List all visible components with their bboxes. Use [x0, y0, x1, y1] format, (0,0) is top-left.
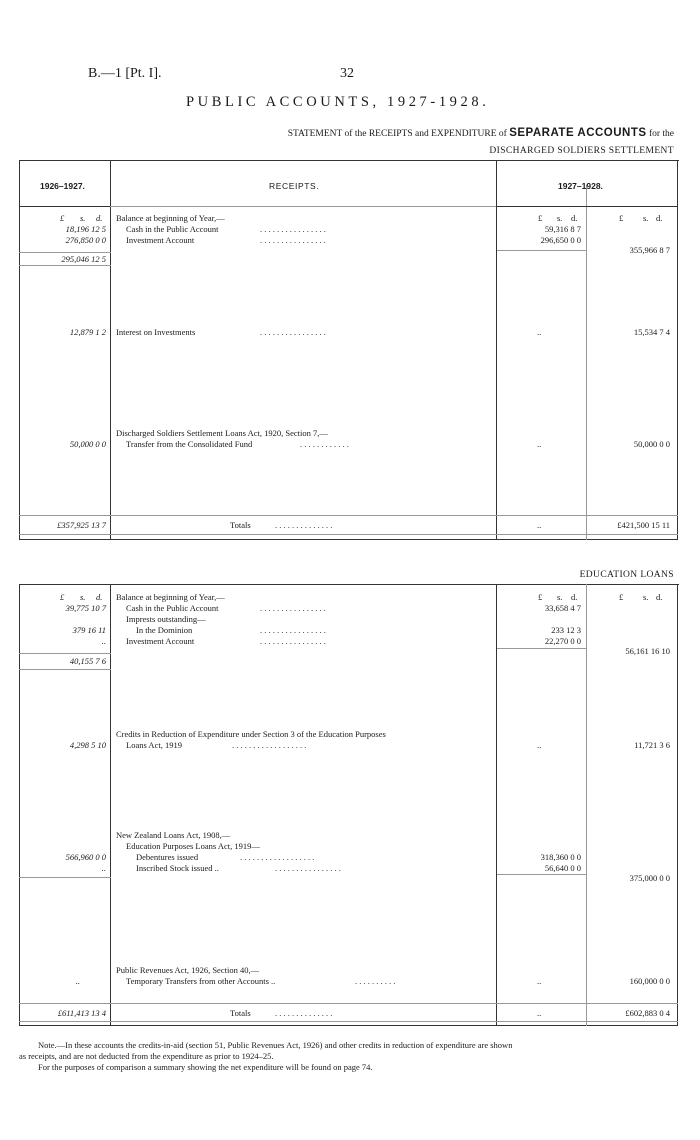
credits-act-label: Loans Act, 1919: [126, 740, 182, 750]
unit-shilling: s.: [643, 592, 649, 602]
leader-dots: . . . . . . . . . . . . . . . .: [275, 863, 341, 873]
empty-marker: ..: [537, 520, 542, 530]
totals-label: Totals: [230, 520, 251, 530]
empty-marker: ..: [537, 327, 542, 337]
note-line-3: For the purposes of comparison a summary showing the net expenditure will be found on page 74.: [38, 1062, 373, 1072]
statement-prefix: STATEMENT of the RECEIPTS and EXPENDITURE of: [287, 129, 507, 139]
act-heading: Discharged Soldiers Settlement Loans Act, 1920, Section 7,—: [116, 428, 328, 438]
unit-pound: £: [538, 213, 543, 223]
col-receipts: RECEIPTS.: [269, 181, 320, 191]
unit-pence: d.: [96, 213, 103, 223]
unit-shilling: s.: [80, 592, 86, 602]
report-reference: B.—1 [Pt. I].: [88, 66, 162, 81]
curr-credits-value: 11,721 3 6: [634, 740, 670, 750]
unit-shilling: s.: [643, 213, 649, 223]
note-line-1: Note.—In these accounts the credits-in-aid (section 51, Public Revenues Act, 1926) and other credits in reduction of expenditure are shown: [38, 1040, 513, 1050]
balance-heading: Balance at beginning of Year,—: [116, 592, 225, 602]
unit-shilling: s.: [80, 213, 86, 223]
curr-total-value: £602,883 0 4: [625, 1008, 670, 1018]
curr-total-value: £421,500 15 11: [617, 520, 670, 530]
curr-debentures-value: 318,360 0 0: [540, 852, 581, 862]
cash-label: Cash in the Public Account: [126, 224, 219, 234]
leader-dots: . . . . . . . . . . . . . . . .: [260, 224, 326, 234]
totals-label: Totals: [230, 1008, 251, 1018]
page-number: 32: [340, 66, 354, 81]
account-name: DISCHARGED SOLDIERS SETTLEMENT: [489, 146, 674, 156]
prev-investment-value: ..: [101, 636, 106, 646]
leader-dots: . . . . . . . . . . . . . . . .: [260, 603, 326, 613]
unit-shilling: s.: [557, 213, 563, 223]
inscribed-label: Inscribed Stock issued ..: [136, 863, 219, 873]
prev-transfer-value: 50,000 0 0: [69, 439, 106, 449]
prev-investment-value: 276,850 0 0: [65, 235, 106, 245]
investment-label: Investment Account: [126, 636, 195, 646]
leader-dots: . . . . . . . . . . . .: [300, 439, 349, 449]
credits-heading: Credits in Reduction of Expenditure under Section 3 of the Education Purposes: [116, 729, 386, 739]
note-line-2: as receipts, and are not deducted from the expenditure as prior to 1924–25.: [19, 1051, 274, 1061]
unit-pence: d.: [571, 592, 578, 602]
prev-cash-value: 18,196 12 5: [65, 224, 106, 234]
empty-marker: ..: [537, 439, 542, 449]
unit-pence: d.: [656, 213, 663, 223]
curr-inscribed-value: 56,640 0 0: [544, 863, 581, 873]
prev-cash-value: 39,775 10 7: [65, 603, 106, 613]
education-act: Education Purposes Loans Act, 1919—: [126, 841, 260, 851]
temporary-transfers-label: Temporary Transfers from other Accounts ..: [126, 976, 276, 986]
leader-dots: . . . . . . . . . . . . . . . .: [260, 235, 326, 245]
prev-dominion-value: 379 16 11: [72, 625, 106, 635]
unit-pence: d.: [656, 592, 663, 602]
curr-balance-total: 355,966 8 7: [629, 245, 670, 255]
public-revenues-act: Public Revenues Act, 1926, Section 40,—: [116, 965, 260, 975]
interest-label: Interest on Investments: [116, 327, 196, 337]
imprests-label: Imprests outstanding—: [126, 614, 206, 624]
debentures-label: Debentures issued: [136, 852, 199, 862]
curr-transfer-value: 50,000 0 0: [633, 439, 670, 449]
curr-investment-value: 296,650 0 0: [540, 235, 581, 245]
curr-dominion-value: 233 12 3: [551, 625, 581, 635]
leader-dots: . . . . . . . . . . . . . . . .: [260, 625, 326, 635]
col-prev-year: 1926–1927.: [40, 181, 85, 191]
leader-dots: . . . . . . . . . . . . . . . .: [260, 636, 326, 646]
prev-debentures-value: 566,960 0 0: [65, 852, 106, 862]
curr-interest-value: 15,534 7 4: [633, 327, 670, 337]
prev-balance-subtotal: 295,046 12 5: [61, 254, 106, 264]
unit-pence: d.: [571, 213, 578, 223]
curr-balance-total: 56,161 16 10: [625, 646, 670, 656]
unit-pound: £: [619, 592, 624, 602]
nz-loans-act: New Zealand Loans Act, 1908,—: [116, 830, 231, 840]
prev-total-value: £611,413 13 4: [57, 1008, 106, 1018]
prev-inscribed-value: ..: [101, 863, 106, 873]
unit-pound: £: [619, 213, 624, 223]
prev-balance-subtotal: 40,155 7 6: [69, 656, 106, 666]
page-title: PUBLIC ACCOUNTS, 1927-1928.: [186, 94, 490, 110]
curr-investment-value: 22,270 0 0: [544, 636, 581, 646]
balance-heading: Balance at beginning of Year,—: [116, 213, 225, 223]
curr-cash-value: 59,316 8 7: [544, 224, 581, 234]
prev-credits-value: 4,298 5 10: [69, 740, 106, 750]
leader-dots: . . . . . . . . . . . . . .: [275, 1008, 333, 1018]
section2-title: EDUCATION LOANS: [579, 570, 674, 580]
curr-temp-value: 160,000 0 0: [629, 976, 670, 986]
statement-heading: [288, 127, 674, 139]
leader-dots: . . . . . . . . . . . . . . . .: [260, 327, 326, 337]
unit-pound: £: [60, 592, 65, 602]
col-curr-year: 1927–1928.: [558, 181, 603, 191]
investment-label: Investment Account: [126, 235, 195, 245]
cash-label: Cash in the Public Account: [126, 603, 219, 613]
statement-suffix: for the: [648, 129, 674, 139]
leader-dots: . . . . . . . . . .: [355, 976, 396, 986]
curr-cash-value: 33,658 4 7: [544, 603, 581, 613]
unit-pound: £: [60, 213, 65, 223]
leader-dots: . . . . . . . . . . . . . . . . . .: [240, 852, 315, 862]
unit-pence: d.: [96, 592, 103, 602]
prev-interest-value: 12,879 1 2: [69, 327, 106, 337]
prev-total-value: £357,925 13 7: [57, 520, 106, 530]
unit-shilling: s.: [557, 592, 563, 602]
empty-marker: ..: [537, 976, 542, 986]
empty-marker: ..: [537, 740, 542, 750]
unit-pound: £: [538, 592, 543, 602]
dominion-label: In the Dominion: [136, 625, 193, 635]
curr-loans-total: 375,000 0 0: [629, 873, 670, 883]
prev-temp-value: ..: [75, 976, 80, 986]
transfer-label: Transfer from the Consolidated Fund: [126, 439, 253, 449]
empty-marker: ..: [537, 1008, 542, 1018]
leader-dots: . . . . . . . . . . . . . . . . . .: [232, 740, 307, 750]
leader-dots: . . . . . . . . . . . . . .: [275, 520, 333, 530]
statement-bold: SEPARATE ACCOUNTS: [509, 127, 647, 139]
